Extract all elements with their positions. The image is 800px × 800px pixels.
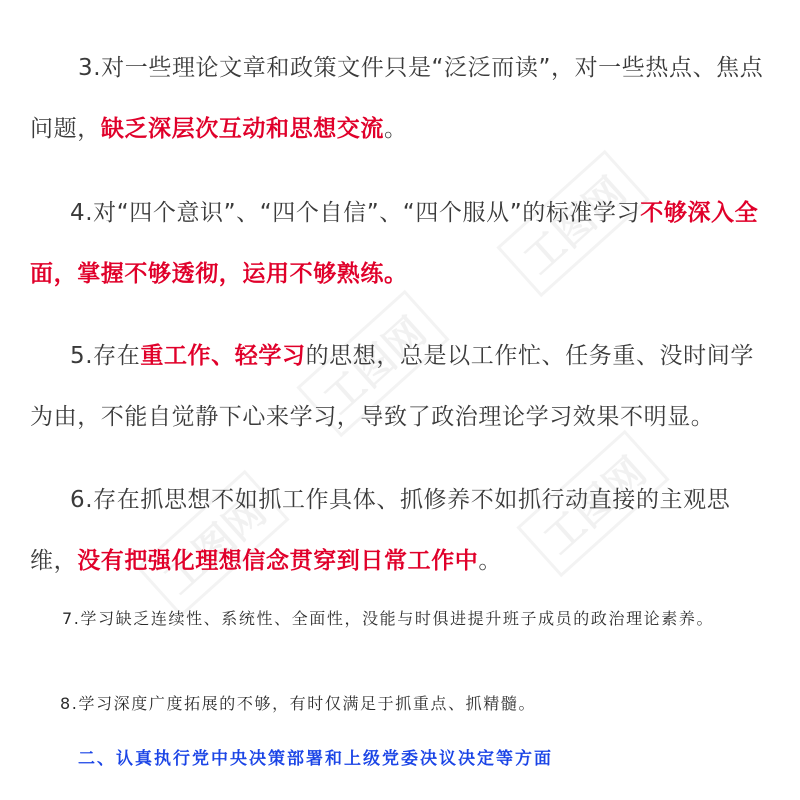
item-6-suffix: 。 xyxy=(478,548,503,574)
watermark-logo: 工图网 xyxy=(296,290,449,437)
item-4-paragraph xyxy=(30,183,776,305)
item-5-text: 5.存在 xyxy=(70,343,141,369)
watermark-logo: 工图网 xyxy=(136,470,289,617)
watermark-logo: 工图网 xyxy=(496,150,649,297)
item-5-suffix: 的思想，总是以工作忙、任务重、没时间学为由，不能自觉静下心来学习，导致了政治理论学习效果不明显。 xyxy=(30,343,754,430)
item-6-text: 6.存在抓思想不如抓工作具体、抓修养不如抓行动直接的主观思维， xyxy=(30,487,731,574)
item-3-suffix: 。 xyxy=(384,116,408,142)
item-6-paragraph xyxy=(30,470,776,592)
item-7-paragraph: 7.学习缺乏连续性、系统性、全面性，没能与时俱进提升班子成员的政治理论素养。 xyxy=(62,609,715,628)
item-4-highlight: 不够深入全面，掌握不够透彻，运用不够熟练。 xyxy=(30,200,759,287)
item-3-highlight: 缺乏深层次互动和思想交流 xyxy=(100,116,385,142)
item-3-text: 3.对一些理论文章和政策文件只是“泛泛而读”，对一些热点、焦点问题， xyxy=(30,55,764,142)
item-3-paragraph xyxy=(30,38,776,160)
item-5-paragraph xyxy=(30,326,776,448)
item-6-highlight: 没有把强化理想信念贯穿到日常工作中 xyxy=(77,548,479,574)
item-8-paragraph: 8.学习深度广度拓展的不够，有时仅满足于抓重点、抓精髓。 xyxy=(60,694,537,713)
item-4-text: 4.对“四个意识”、“四个自信”、“四个服从”的标准学习 xyxy=(70,200,641,226)
section-heading: 二、认真执行党中央决策部署和上级党委决议决定等方面 xyxy=(78,749,553,769)
item-5-highlight: 重工作、轻学习 xyxy=(140,343,306,369)
watermark-logo: 工图网 xyxy=(516,430,669,577)
